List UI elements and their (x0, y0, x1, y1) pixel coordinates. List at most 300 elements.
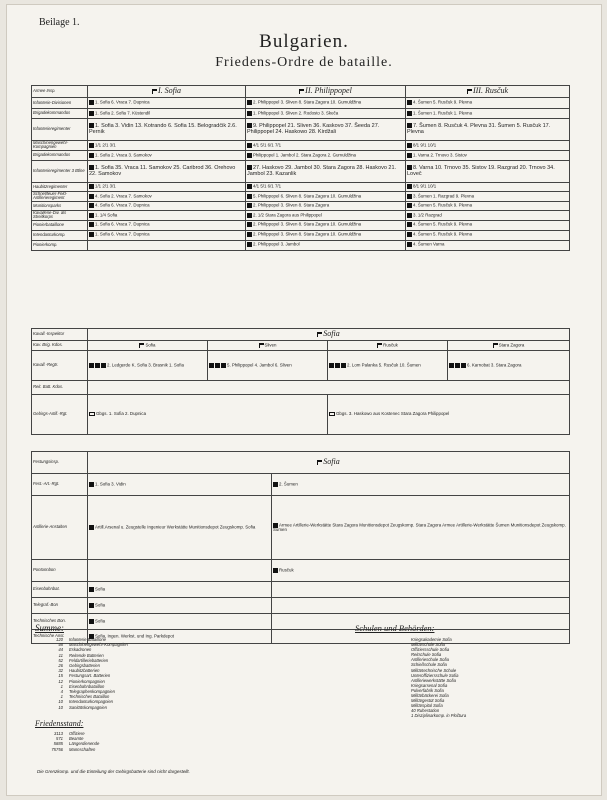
unit-square-icon (89, 153, 94, 158)
row-label: Fest.-Art.-Rgt. (32, 474, 88, 496)
table-cell (272, 474, 570, 496)
table-row (32, 160, 570, 182)
cell-text: 4/1 5/1 6/1 7/1 (253, 183, 282, 189)
table-row (32, 496, 570, 560)
table-cell (272, 560, 570, 582)
schulen-item: Militärgestüt Sofia (411, 698, 445, 704)
cell-text: 4. Šumen 5. Rusčuk 9. Plevna (413, 232, 473, 238)
footnote: Die Grenzkomp. und die Einteilung der Gebirgsbatterie sind nicht dargestellt. (37, 769, 190, 774)
table-cell (406, 191, 570, 201)
flag-icon (299, 89, 303, 94)
unit-square-icon (247, 165, 252, 170)
table-row (32, 201, 570, 210)
cell-text: 2. Philippopel 3. Sliven 8. Stara Zagora 10. Gumuldžina (253, 232, 362, 238)
table-cell (88, 329, 570, 341)
cell-text: 9. Philippopel 21. Sliven 36. Kaskovo 37. Šeeda 27. Philippopel 24. Haskowo 28. Kirdžali (247, 123, 380, 135)
unit-square-icon (407, 203, 412, 208)
table-row (32, 230, 570, 240)
cell-text: 1. Philippopel 3. Sliven 2. Rodosto 3. Skeča (253, 110, 339, 116)
corps-header-2 (246, 86, 406, 98)
unit-square-icon (247, 100, 252, 105)
table-cell (88, 141, 246, 151)
corps-name: II. Philippopel (305, 86, 352, 96)
cell-text: Rusčuk (279, 567, 294, 573)
row-label: Festungsinsp. (32, 452, 88, 474)
table-cell (88, 496, 272, 560)
flag-icon (139, 343, 143, 348)
unit-square-icon (407, 123, 412, 128)
table-cell (88, 341, 208, 351)
table-cell (406, 201, 570, 210)
cell-text: Sofia (95, 602, 106, 608)
unit-square-icon (247, 153, 252, 158)
unit-square-icon (407, 194, 412, 199)
cell-text: 4. Sofia 6. Vraca 7. Dupnica (95, 202, 150, 208)
unit-square-icon (89, 213, 94, 218)
table-row (32, 474, 570, 496)
cell-text: Philippopel 1. Jambol 2. Stara Zagora 2. Gumuldžina (253, 152, 356, 158)
summe-count: 48 (58, 642, 63, 648)
unit-square-icon (247, 143, 252, 148)
schulen-item: Reitschule Sofia (411, 652, 442, 658)
unit-square-icon (89, 603, 94, 608)
flag-icon (152, 89, 156, 94)
unit-square-icon (89, 232, 94, 237)
table-row (32, 210, 570, 220)
row-label: Schnellfeuer-Feld-Artillerieregiment (32, 191, 88, 201)
table-cell (406, 150, 570, 160)
table-cell (406, 182, 570, 191)
cell-text: 4/1 5/1 6/1 7/1 (253, 142, 282, 148)
table-cell (246, 240, 406, 250)
squadron-icon (341, 363, 346, 368)
cell-text: 1. Sofia 2. Vraca 3. Samokov (95, 152, 152, 158)
schulen-item: Militärbäckerei Sofia (411, 693, 449, 699)
table-cell (208, 351, 328, 381)
row-label: Reit. Batt. Kdos. (32, 381, 88, 395)
corps-header-label: Armee Insp. (32, 86, 88, 98)
cell-text: 2. Philippopel 3. Sliven 8. Stara Zagora (253, 202, 330, 208)
table-row (32, 109, 570, 119)
cell-text: 3. Šumen 1. Razgrad 9. Plevna (413, 193, 475, 199)
friedensstand-count: 5885 (53, 741, 63, 747)
squadron-icon (329, 363, 334, 368)
cell-text: Sofia, Ingen. Werkst. und Ing. Parkdepot (95, 633, 174, 639)
table-row (32, 220, 570, 230)
cell-text: 7. Šumen 8. Rusčuk 4. Plevna 31. Šumen 5. Rusčuk 17. Plevna (407, 123, 551, 135)
summe-count: 44 (58, 647, 63, 653)
table-cell (88, 191, 246, 201)
summe-text: Sanitätskompagnien (69, 704, 107, 710)
cell-text: Sofia (145, 342, 156, 348)
summe-title: Summe: (35, 623, 64, 633)
row-label: Infanterieregimenter (32, 119, 88, 141)
cell-text: 2. 1/2 Stara Zagora aus Philippopel (253, 212, 322, 218)
unit-square-icon (273, 568, 278, 573)
cell-text: 4. Šumen Varna (413, 242, 445, 248)
table-cell (406, 230, 570, 240)
unit-square-icon (89, 222, 94, 227)
schulen-item: 40 Ruhestation (411, 708, 440, 714)
row-label: Pionierkomp. (32, 240, 88, 250)
unit-square-icon (89, 525, 94, 530)
row-label: Technisches Bon. (32, 614, 88, 630)
friedensstand-count: 75756 (51, 746, 63, 752)
cell-text: 1. Sofia 6. Vraca 7. Dupnica (95, 100, 150, 106)
table-row (32, 191, 570, 201)
row-label: Kav. Brig. Kdos. (32, 341, 88, 351)
battery-icon (329, 412, 335, 416)
unit-square-icon (407, 232, 412, 237)
row-label: Eisenbahnbat. (32, 582, 88, 598)
unit-square-icon (89, 123, 94, 128)
table-cell (406, 240, 570, 250)
table-cell (88, 230, 246, 240)
table-cell (88, 240, 246, 250)
unit-square-icon (407, 153, 412, 158)
table-row (32, 381, 570, 395)
row-label: Brigadekommandos (32, 150, 88, 160)
cell-text: 1. Sofia 3. Vidin 13. Kotrando 6. Sofia 15. Belogradčik 2.6. Pernik (89, 123, 237, 135)
friedensstand-count: 3113 (53, 731, 63, 736)
table-row (32, 582, 570, 598)
table-cell (406, 220, 570, 230)
cell-text: 1. 1/4 Sofia (95, 212, 118, 218)
fortress-table (31, 451, 570, 644)
schulen-item: Kriegsakademie Sofia (411, 637, 452, 642)
squadron-icon (89, 363, 94, 368)
document-sheet (6, 4, 602, 796)
unit-square-icon (247, 232, 252, 237)
table-cell (88, 160, 246, 182)
unit-square-icon (247, 111, 252, 116)
summe-count: 1 (60, 694, 63, 700)
schulen-item: Militärtechnische Schule (411, 667, 457, 673)
table-cell (88, 598, 272, 614)
cell-text: Gbgs. 3. Haskowo aus Kostenec Stara Zagora Philippopel (336, 411, 450, 417)
summe-count: 10 (58, 699, 63, 705)
unit-square-icon (89, 587, 94, 592)
squadron-icon (95, 363, 100, 368)
table-cell (246, 109, 406, 119)
cell-text: 1. Sofia 2. Sofia 7. Küstendil (95, 110, 151, 116)
table-row (32, 395, 570, 435)
row-label: Kavall.-Regtr. (32, 351, 88, 381)
table-cell (88, 220, 246, 230)
summe-count: 12 (58, 678, 63, 684)
table-cell (448, 351, 570, 381)
row-label: Maschinengewehr-Kompagnien (32, 141, 88, 151)
summe-text: Intendanturkompagnien (69, 699, 114, 705)
row-label: Intendanturkomp. (32, 230, 88, 240)
unit-square-icon (247, 194, 252, 199)
schulen-item: Kriegsarsenal Sofia (411, 682, 448, 688)
unit-square-icon (273, 482, 278, 487)
table-cell (328, 351, 448, 381)
table-cell (88, 109, 246, 119)
schulen-item: Artilleriewerkstätte Sofia (411, 677, 456, 683)
row-label: Infanterieregimenter 3 Btlne (32, 160, 88, 182)
unit-square-icon (89, 619, 94, 624)
cell-text: 8. Varna 10. Trnovo 35. Sistov 19. Razgrad 20. Trnovo 34. Loveč (407, 165, 555, 177)
summe-text: Pionierkompagnien (69, 678, 105, 684)
unit-square-icon (89, 194, 94, 199)
page-subtitle: Friedens-Ordre de bataille. (215, 55, 393, 70)
fortress-header-row (32, 452, 570, 474)
table-cell (88, 98, 246, 109)
flag-icon (259, 343, 263, 348)
row-label: Artillerie-Anstalten (32, 496, 88, 560)
cell-text: 1/1 2/1 3/1 (95, 142, 116, 148)
corps-header-row (32, 86, 570, 98)
friedensstand-text: Offiziere (69, 731, 85, 736)
friedensstand-text: Mannschaften (69, 746, 96, 752)
table-cell (406, 119, 570, 141)
summe-text: Feldartilleriebatterien (69, 657, 109, 663)
table-row (32, 560, 570, 582)
table-row (32, 598, 570, 614)
summe-count: 120 (56, 637, 63, 642)
schulen-title: Schulen und Behörden: (355, 623, 435, 633)
table-cell (88, 201, 246, 210)
cell-text: 4. Sofia 2. Vraca 7. Samokov (95, 193, 152, 199)
cell-text: Rusčuk (383, 342, 398, 348)
table-cell (88, 182, 246, 191)
summe-count: 32 (58, 668, 63, 674)
unit-square-icon (89, 143, 94, 148)
table-cell (208, 341, 328, 351)
table-cell (272, 496, 570, 560)
summe-count: 11 (58, 652, 63, 658)
table-cell (88, 560, 272, 582)
cell-text: 2. Šumen (279, 481, 298, 487)
table-cell (246, 230, 406, 240)
cell-text: 1/1 2/1 3/1 (95, 183, 116, 189)
cell-text: 4. Šumen 5. Rusčuk 9. Plevna (413, 100, 473, 106)
unit-square-icon (89, 100, 94, 105)
table-row (32, 98, 570, 109)
table-cell (406, 160, 570, 182)
table-cell (246, 160, 406, 182)
squadron-icon (461, 363, 466, 368)
cell-text: 8/1 9/1 10/1 (413, 183, 437, 189)
table-cell (246, 201, 406, 210)
table-row (32, 351, 570, 381)
table-cell (88, 210, 246, 220)
table-cell (246, 210, 406, 220)
table-cell (246, 119, 406, 141)
row-label: Pontonnbon (32, 560, 88, 582)
cell-text: 1. Sofia 3. Vidin (95, 481, 126, 487)
table-row (32, 119, 570, 141)
table-cell (328, 341, 448, 351)
cell-text: 2. Philippopel 3. Sliven 8. Stara Zagora 10. Gumuldžina (253, 222, 362, 228)
summe-text: Festungsart. Batterien (69, 673, 111, 679)
flag-icon (493, 343, 497, 348)
table-cell (246, 98, 406, 109)
unit-square-icon (247, 213, 252, 218)
row-label: Technische Anst. (32, 630, 88, 644)
table-cell (88, 381, 570, 395)
table-cell (88, 119, 246, 141)
friedensstand-title: Friedensstand: (35, 719, 84, 728)
table-row (32, 150, 570, 160)
cell-text: 1. Varna 2. Trnovo 3. Sistov (413, 152, 467, 158)
unit-square-icon (247, 184, 252, 189)
table-row (32, 182, 570, 191)
cell-text: Sofia (95, 618, 106, 624)
corps-header-3 (406, 86, 570, 98)
table-cell (88, 474, 272, 496)
cell-text: Sofia (95, 586, 106, 592)
schulen-item: Artillerieschule Sofia (411, 657, 449, 663)
schulen-item: 1 Disziplinarkomp. in Pločtura (411, 713, 467, 719)
unit-square-icon (89, 165, 94, 170)
squadron-icon (209, 363, 214, 368)
table-cell (88, 614, 272, 630)
row-label: Kavallerie-Div. als Streitkorps (32, 210, 88, 220)
unit-square-icon (407, 143, 412, 148)
cell-text: Sliven (264, 342, 277, 348)
unit-square-icon (247, 242, 252, 247)
table-cell (246, 182, 406, 191)
row-label: Gebirgs-Artill.-Rgt. (32, 395, 88, 435)
schulen-list (411, 637, 466, 719)
squadron-icon (449, 363, 454, 368)
friedensstand-text: Beamte (69, 736, 84, 742)
table-cell (88, 395, 328, 435)
row-label: Haubitzregimenter (32, 182, 88, 191)
table-cell (88, 150, 246, 160)
friedensstand-list (37, 731, 99, 752)
unit-square-icon (89, 482, 94, 487)
row-label: Telegraf.-Bon (32, 598, 88, 614)
flag-icon (467, 89, 471, 94)
cell-text: 1. Sofia 35. Vraca 11. Samokov 25. Caribrod 36. Orehovo 22. Samokov (89, 165, 236, 177)
cell-text: Sofia (323, 457, 340, 467)
cell-text: Artill.Arsenal u. Zeugstelle Ingenieur Werkstätte Munitionsdepot Zeugskomp. Sofia (95, 524, 256, 530)
corps-name: III. Rusčuk (472, 86, 509, 96)
schulen-item: Pulverfabrik Sofia (411, 687, 444, 693)
cell-text: 4. Šumen 5. Rusčuk 9. Plevna (413, 222, 473, 228)
summe-count: 4 (60, 689, 63, 695)
summe-count: 10 (58, 704, 63, 710)
row-label: Pionierbataillone (32, 220, 88, 230)
cell-text: Sofia (323, 329, 340, 339)
cell-text: 1. Sofia 6. Vraca 7. Dupnica (95, 232, 150, 238)
table-cell (246, 150, 406, 160)
friedensstand-text: Längerdienende (69, 741, 100, 747)
squadron-icon (455, 363, 460, 368)
flag-icon (317, 460, 321, 465)
table-row (32, 614, 570, 630)
corps-header-1 (88, 86, 246, 98)
cell-text: 5. Philippopel 4. Jambol 6. Sliven (227, 362, 292, 368)
unit-square-icon (407, 100, 412, 105)
summe-item (37, 705, 128, 710)
schulen-item: Militärschule Sofia (411, 642, 445, 648)
table-cell (406, 98, 570, 109)
table-cell (246, 220, 406, 230)
row-label: Kavall.-Inspektor (32, 329, 88, 341)
table-row (32, 141, 570, 151)
unit-square-icon (407, 184, 412, 189)
table-cell (88, 582, 272, 598)
fortress-header (88, 452, 570, 474)
summe-text: Eisenbahnbataillon (69, 683, 105, 689)
summe-text: Maschinengewehr-Kompagnien (69, 642, 128, 648)
table-cell (328, 395, 570, 435)
summe-count: 15 (58, 673, 63, 679)
table-cell (406, 141, 570, 151)
table-cell (272, 582, 570, 598)
summe-list (37, 637, 128, 710)
table-cell (406, 109, 570, 119)
friedensstand-count: 571 (56, 736, 63, 742)
summe-text: Gebirgsbatterien (69, 663, 100, 669)
unit-square-icon (89, 203, 94, 208)
cell-text: 1. Sofia 6. Vraca 7. Dupnica (95, 222, 150, 228)
cell-text: 27. Haskovo 29. Jambol 30. Stara Zagora 28. Haskovo 21. Jambol 23. Kazanlik (247, 165, 397, 177)
summe-text: Technisches Bataillon (69, 694, 110, 700)
unit-square-icon (89, 184, 94, 189)
table-row (32, 341, 570, 351)
cell-text: Gbgs. 1. Sofia 2. Dupnica (96, 411, 147, 417)
table-cell (246, 191, 406, 201)
schulen-item: Militärspital Sofia (411, 703, 443, 709)
schulen-item: Unteroffiziersschule Sofia (411, 672, 459, 678)
corps-name: I. Sofia (157, 86, 182, 96)
cell-text: 2. Philippopel 3. Sliven 8. Stara Zagora 10. Gumuldžina (253, 100, 362, 106)
summe-text: Haubitzbatterien (69, 668, 100, 674)
beilage-label: Beilage 1. (39, 17, 80, 28)
cell-text: Stara Zagora (498, 342, 525, 348)
table-cell (246, 141, 406, 151)
summe-count: 1 (60, 683, 63, 689)
row-label: Brigadekommandos (32, 109, 88, 119)
table-cell (272, 598, 570, 614)
unit-square-icon (407, 111, 412, 116)
cell-text: 4. Šumen 5. Rusčuk 9. Plevna (413, 202, 473, 208)
flag-icon (377, 343, 381, 348)
cell-text: 8/1 9/1 10/1 (413, 142, 437, 148)
table-row (32, 240, 570, 250)
unit-square-icon (247, 123, 252, 128)
cell-text: 2. Lom Palanka 5. Rusčuk 10. Šumen (347, 362, 421, 368)
table-cell (448, 341, 570, 351)
flag-icon (317, 332, 321, 337)
summe-text: Telegraphenkompagnien (69, 689, 115, 695)
cell-text: 2. Ledgerde K. Sofia 3. Brasnik 1. Sofia (107, 362, 184, 368)
table-cell (406, 210, 570, 220)
row-label: Infanterie-Divisionen (32, 98, 88, 109)
unit-square-icon (247, 222, 252, 227)
cell-text: 3. 1/2 Razgrad (413, 212, 442, 218)
cell-text: 6. Karnobat 3. Stara Zagora (467, 362, 522, 368)
row-label: Munitionsparks (32, 201, 88, 210)
unit-square-icon (247, 203, 252, 208)
table-row (32, 329, 570, 341)
unit-square-icon (407, 242, 412, 247)
unit-square-icon (89, 111, 94, 116)
squadron-icon (101, 363, 106, 368)
cell-text: 1. Šumen 1. Rusčuk 1. Plevna (413, 110, 473, 116)
cell-text: 2. Philippopel 3. Jambol (253, 242, 300, 248)
cell-text: Armee Artillerie-Werkstätte Stara Zagora Munitionsdepot Zeugskomp. Stara Zagora Armee Artillerie-Werkstätte Šumen Munitionsdepot Zeugskomp. Šumen (273, 522, 566, 532)
summe-text: Infanterie Bataillone (69, 637, 107, 642)
corps-table (31, 85, 570, 251)
summe-count: 26 (58, 663, 63, 669)
